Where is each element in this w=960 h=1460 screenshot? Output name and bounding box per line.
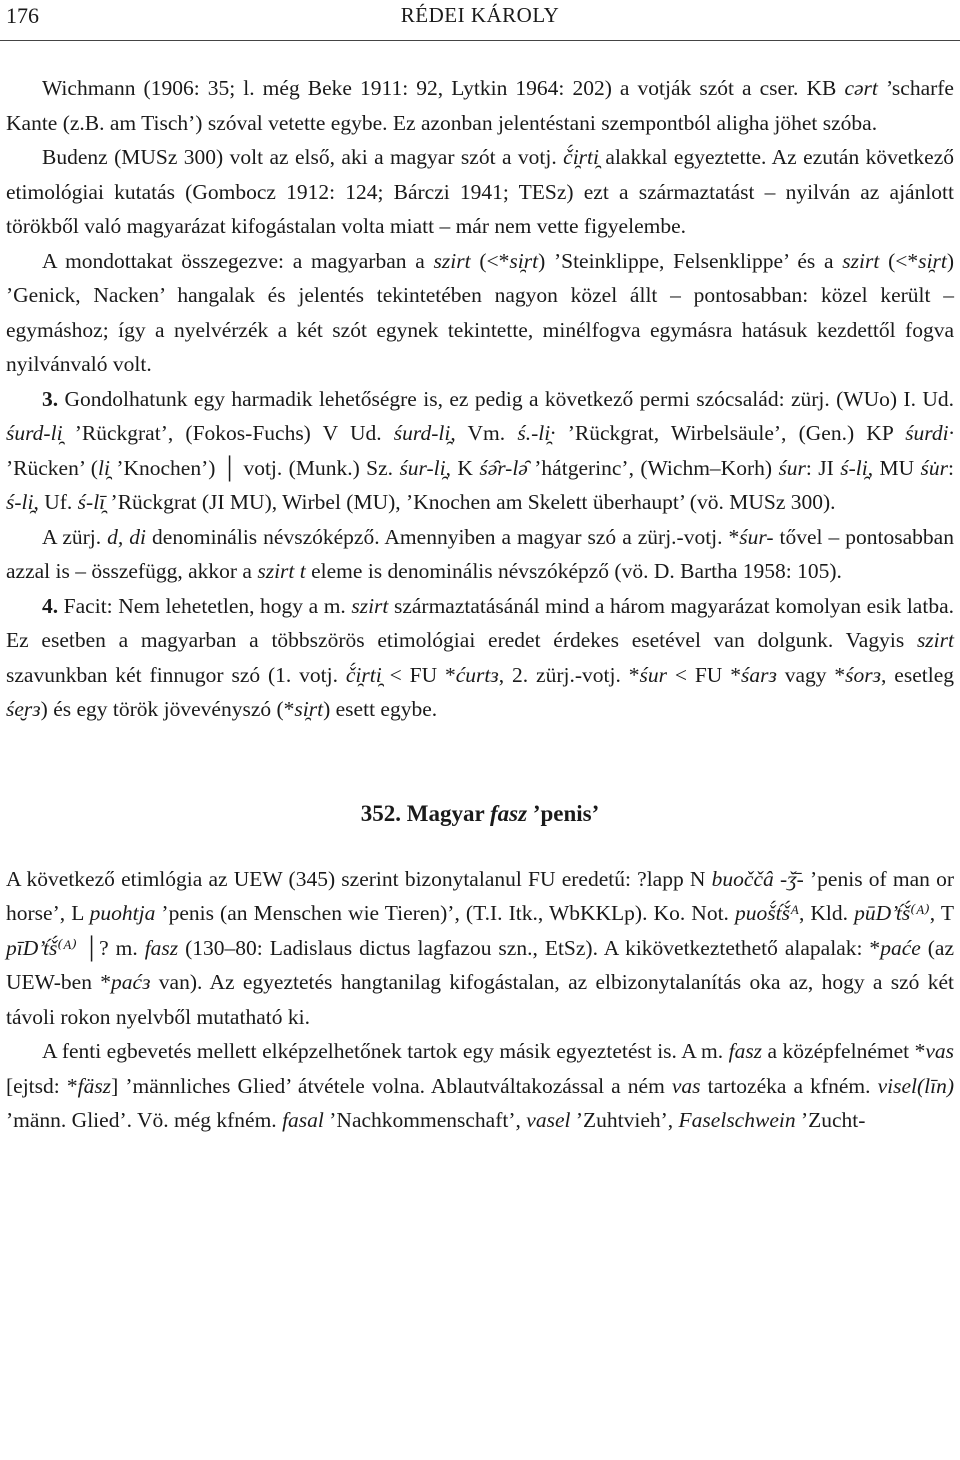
text-run: eleme is denominális névszóképző (vö. D. Bartha 1958: 105). <box>305 559 842 583</box>
paragraph-wichmann <box>6 71 954 140</box>
text-run: származtatásánál mind a három magyarázat komolyan esik latba. Ez esetben a magyarban a többszörös etimológiai eredet érdekes esetével van dolgunk. Vagyis <box>6 593 954 652</box>
cited-form: ćurtз <box>455 662 499 687</box>
cited-form: szirt t <box>257 559 306 583</box>
text-run: 352. Magyar <box>360 800 490 826</box>
cited-form: visel(līn) <box>877 1073 954 1098</box>
cited-form: paćз <box>111 970 151 994</box>
text-run: ’Rückgrat, Wirbelsäule’, (Gen.) KP <box>555 421 906 445</box>
text-run: Facit: Nem lehetetlen, hogy a m. <box>58 593 352 618</box>
cited-form: vasel <box>526 1108 571 1132</box>
text-run: (<* <box>879 248 919 273</box>
text-run: vagy * <box>776 662 846 687</box>
text-run: , K <box>445 455 480 480</box>
cited-form: śu̇r <box>920 455 949 480</box>
text-run: ’penis (an Menschen wie Tieren)’, (T.I. Itk., WbKKLp). Ko. Not. <box>155 901 736 925</box>
cited-form: d, di <box>107 524 147 549</box>
cited-form: puoš́t́š́ᴬ <box>735 901 799 925</box>
cited-form: śurdi· <box>905 421 954 445</box>
cited-form: paće <box>880 935 921 960</box>
text-run: , MU <box>867 455 921 480</box>
text-run: ’Zucht- <box>795 1108 866 1132</box>
text-run: szavunkban két finnugor szó (1. votj. <box>6 662 346 687</box>
paragraph-suffix <box>6 520 954 589</box>
cited-form: buoččâ <box>711 866 774 891</box>
text-run: (az UEW-ben * <box>6 935 955 994</box>
text-run: ’penis’ <box>527 800 600 826</box>
text-run: denominális névszóképző. Amennyiben a magyar szó a zürj.-votj. * <box>146 524 740 549</box>
text-run: ’Rückgrat’, (Fokos-Fuchs) V Ud. <box>62 421 394 445</box>
text-run: tartozéka a kfném. <box>700 1073 878 1098</box>
cited-form: szirt <box>842 248 880 273</box>
text-run: , Uf. <box>33 490 78 514</box>
text-run: (130–80: Ladislaus dictus lagfazou szn., EtSz). A kikövetkeztethető alapalak: * <box>178 935 881 960</box>
cited-form: ś-li̯ <box>840 455 868 480</box>
text-run: alakkal egyeztette. Az ezután következő etimológiai kutatás (Gombocz 1912: 124; Bárczi 1941; TESz) ezt a származtatást – nyilván az ajánlott törökből való magyarázat kifogástalan volta miatt – már nem vette figyelembe. <box>6 145 954 238</box>
text-run: A mondottakat összegezve: a magyarban a <box>42 248 434 273</box>
text-run: A zürj. <box>42 524 108 549</box>
text-run: Budenz (MUSz 300) volt az első, aki a magyar szót a votj. <box>42 145 564 169</box>
cited-form: č́i̯rti̯ <box>345 662 382 687</box>
cited-form: śurd-li̯ <box>6 421 63 445</box>
text-run: │? m. <box>76 935 145 960</box>
text-run: [ejtsd: * <box>6 1073 78 1098</box>
cited-form: vas <box>671 1073 701 1098</box>
cited-form: fasz <box>728 1039 763 1063</box>
page-body <box>6 71 954 1138</box>
paragraph-summary <box>6 244 954 382</box>
text-run: ’Rückgrat (JI MU), Wirbel (MU), ’Knochen am Skelett überhaupt’ (vö. MUSz 300). <box>105 490 836 514</box>
cited-form: śarз <box>740 662 777 687</box>
text-run: A következő etimlógia az UEW (345) szerint bizonytalanul FU eredetű: ?lapp N <box>6 866 712 891</box>
text-run: , 2. zürj.-votj. * <box>498 662 640 687</box>
page-header <box>0 0 960 41</box>
cited-form: vas <box>925 1039 954 1063</box>
cited-form: szirt <box>916 628 954 652</box>
running-head: RÉDEI KÁROLY <box>400 3 560 27</box>
text-run: - <box>773 866 788 891</box>
text-run: ’scharfe Kante (z.B. am Tisch’) szóval vetette egybe. Ez azonban jelentéstani szempontból aligha jöhet szóba. <box>6 76 954 135</box>
cited-form: č́i̯rti̯ <box>563 145 599 169</box>
cited-form: szirt <box>351 593 389 618</box>
text-run: Gondolhatunk egy harmadik lehetőségre is, ez pedig a következő permi szócsalád: zürj. (WUo) I. Ud. <box>58 386 954 411</box>
text-run: ) ’Genick, Nacken’ hangalak és jelentés tekintetében nagyon közel állt – pontosabban: közel került – egymáshoz; így a nyelvérzék a két szót egynek tekintette, minélfogva egymásra hatásuk kezdettől fogva nyilvánvaló volt. <box>6 248 954 376</box>
cited-form: ǯ̄ <box>787 866 797 891</box>
text-run: , esetleg <box>881 662 954 687</box>
text-run: ) és egy török jövevényszó (* <box>40 697 295 721</box>
entry-heading <box>6 795 954 833</box>
cited-form: śur <box>778 455 806 480</box>
text-run: ) esett egybe. <box>323 697 438 721</box>
cited-form: ś-lī̯ <box>77 490 106 514</box>
cited-form: śorз <box>845 662 882 687</box>
text-run: ’Knochen’) │ votj. (Munk.) Sz. <box>109 455 400 480</box>
cited-form: si̯rt <box>294 697 324 721</box>
cited-form: śur <box>639 662 667 687</box>
cited-form: fäsz <box>77 1073 112 1098</box>
text-run: A fenti egbevetés mellett elképzelhetőnek tartok egy másik egyeztetést is. A m. <box>42 1039 729 1063</box>
text-run: a középfelnémet * <box>762 1039 926 1063</box>
text-run: < FU * <box>381 662 456 687</box>
paragraph-german <box>6 1034 954 1138</box>
text-run: , Vm. <box>450 421 518 445</box>
cited-form: ś.-li̯· <box>517 421 556 445</box>
cited-form: puohtja <box>89 901 156 925</box>
text-run: ] ’männliches Glied’ átvétele volna. Ablautváltakozással a ném <box>111 1073 672 1098</box>
text-run: Wichmann (1906: 35; l. még Beke 1911: 92, Lytkin 1964: 202) a votják szót a cser. KB <box>42 76 845 100</box>
text-run: ’Nachkommenschaft’, <box>323 1108 527 1132</box>
page-number: 176 <box>6 3 39 28</box>
cited-form: szirt <box>433 248 471 273</box>
cited-form: pūD’t́š́⁽ᴬ⁾ <box>854 901 930 925</box>
cited-form: fasal <box>282 1108 324 1132</box>
text-run: ’Rücken’ ( <box>6 455 98 480</box>
cited-form: śurd-li̯ <box>393 421 451 445</box>
heading-word: fasz <box>490 800 528 826</box>
text-run: ) ’Steinklippe, Felsenklippe’ és a <box>538 248 843 273</box>
text-run: van). Az egyeztetés hangtanilag kifogástalan, az elbizonytalanítás oka az, hogy a szó két távoli rokon nyelvből mutatható ki. <box>6 970 954 1029</box>
text-run: : <box>948 455 955 480</box>
text-run: (<* <box>470 248 510 273</box>
text-run: : JI <box>805 455 841 480</box>
text-run: < FU * <box>666 662 741 687</box>
cited-form: si̯rt <box>509 248 539 273</box>
text-run: tővel – pontosabban azzal is – összefügg, akkor a <box>6 524 954 583</box>
cited-form: cərt <box>844 76 878 100</box>
cited-form: śur- <box>739 524 774 549</box>
paragraph-uew <box>6 862 954 1035</box>
cited-form: śə̑r-lə̑ <box>479 455 528 480</box>
text-run: , T <box>929 901 954 925</box>
cited-form: śur-li̯ <box>399 455 446 480</box>
text-run: - ’penis of man or horse’, L <box>6 866 954 925</box>
paragraph-facit <box>6 589 954 727</box>
text-run: , Kld. <box>798 901 855 925</box>
cited-form: pīD’t́š́⁽ᴬ⁾ <box>6 935 77 960</box>
cited-form: Faselschwein <box>678 1108 796 1132</box>
text-run: ’männ. Glied’. Vö. még kfném. <box>6 1108 283 1132</box>
cited-form: fasz <box>144 935 179 960</box>
section-number: 4. <box>42 593 59 618</box>
cited-form: li̯ <box>97 455 110 480</box>
text-run: ’Zuhtvieh’, <box>570 1108 679 1132</box>
cited-form: śe̮rз <box>6 697 41 721</box>
paragraph-permic <box>6 382 954 520</box>
cited-form: ś-li̯ <box>6 490 34 514</box>
cited-form: si̯rt <box>918 248 947 273</box>
text-run: ’hátgerinc’, (Wichm–Korh) <box>527 455 779 480</box>
section-number: 3. <box>42 386 59 411</box>
paragraph-budenz <box>6 140 954 244</box>
